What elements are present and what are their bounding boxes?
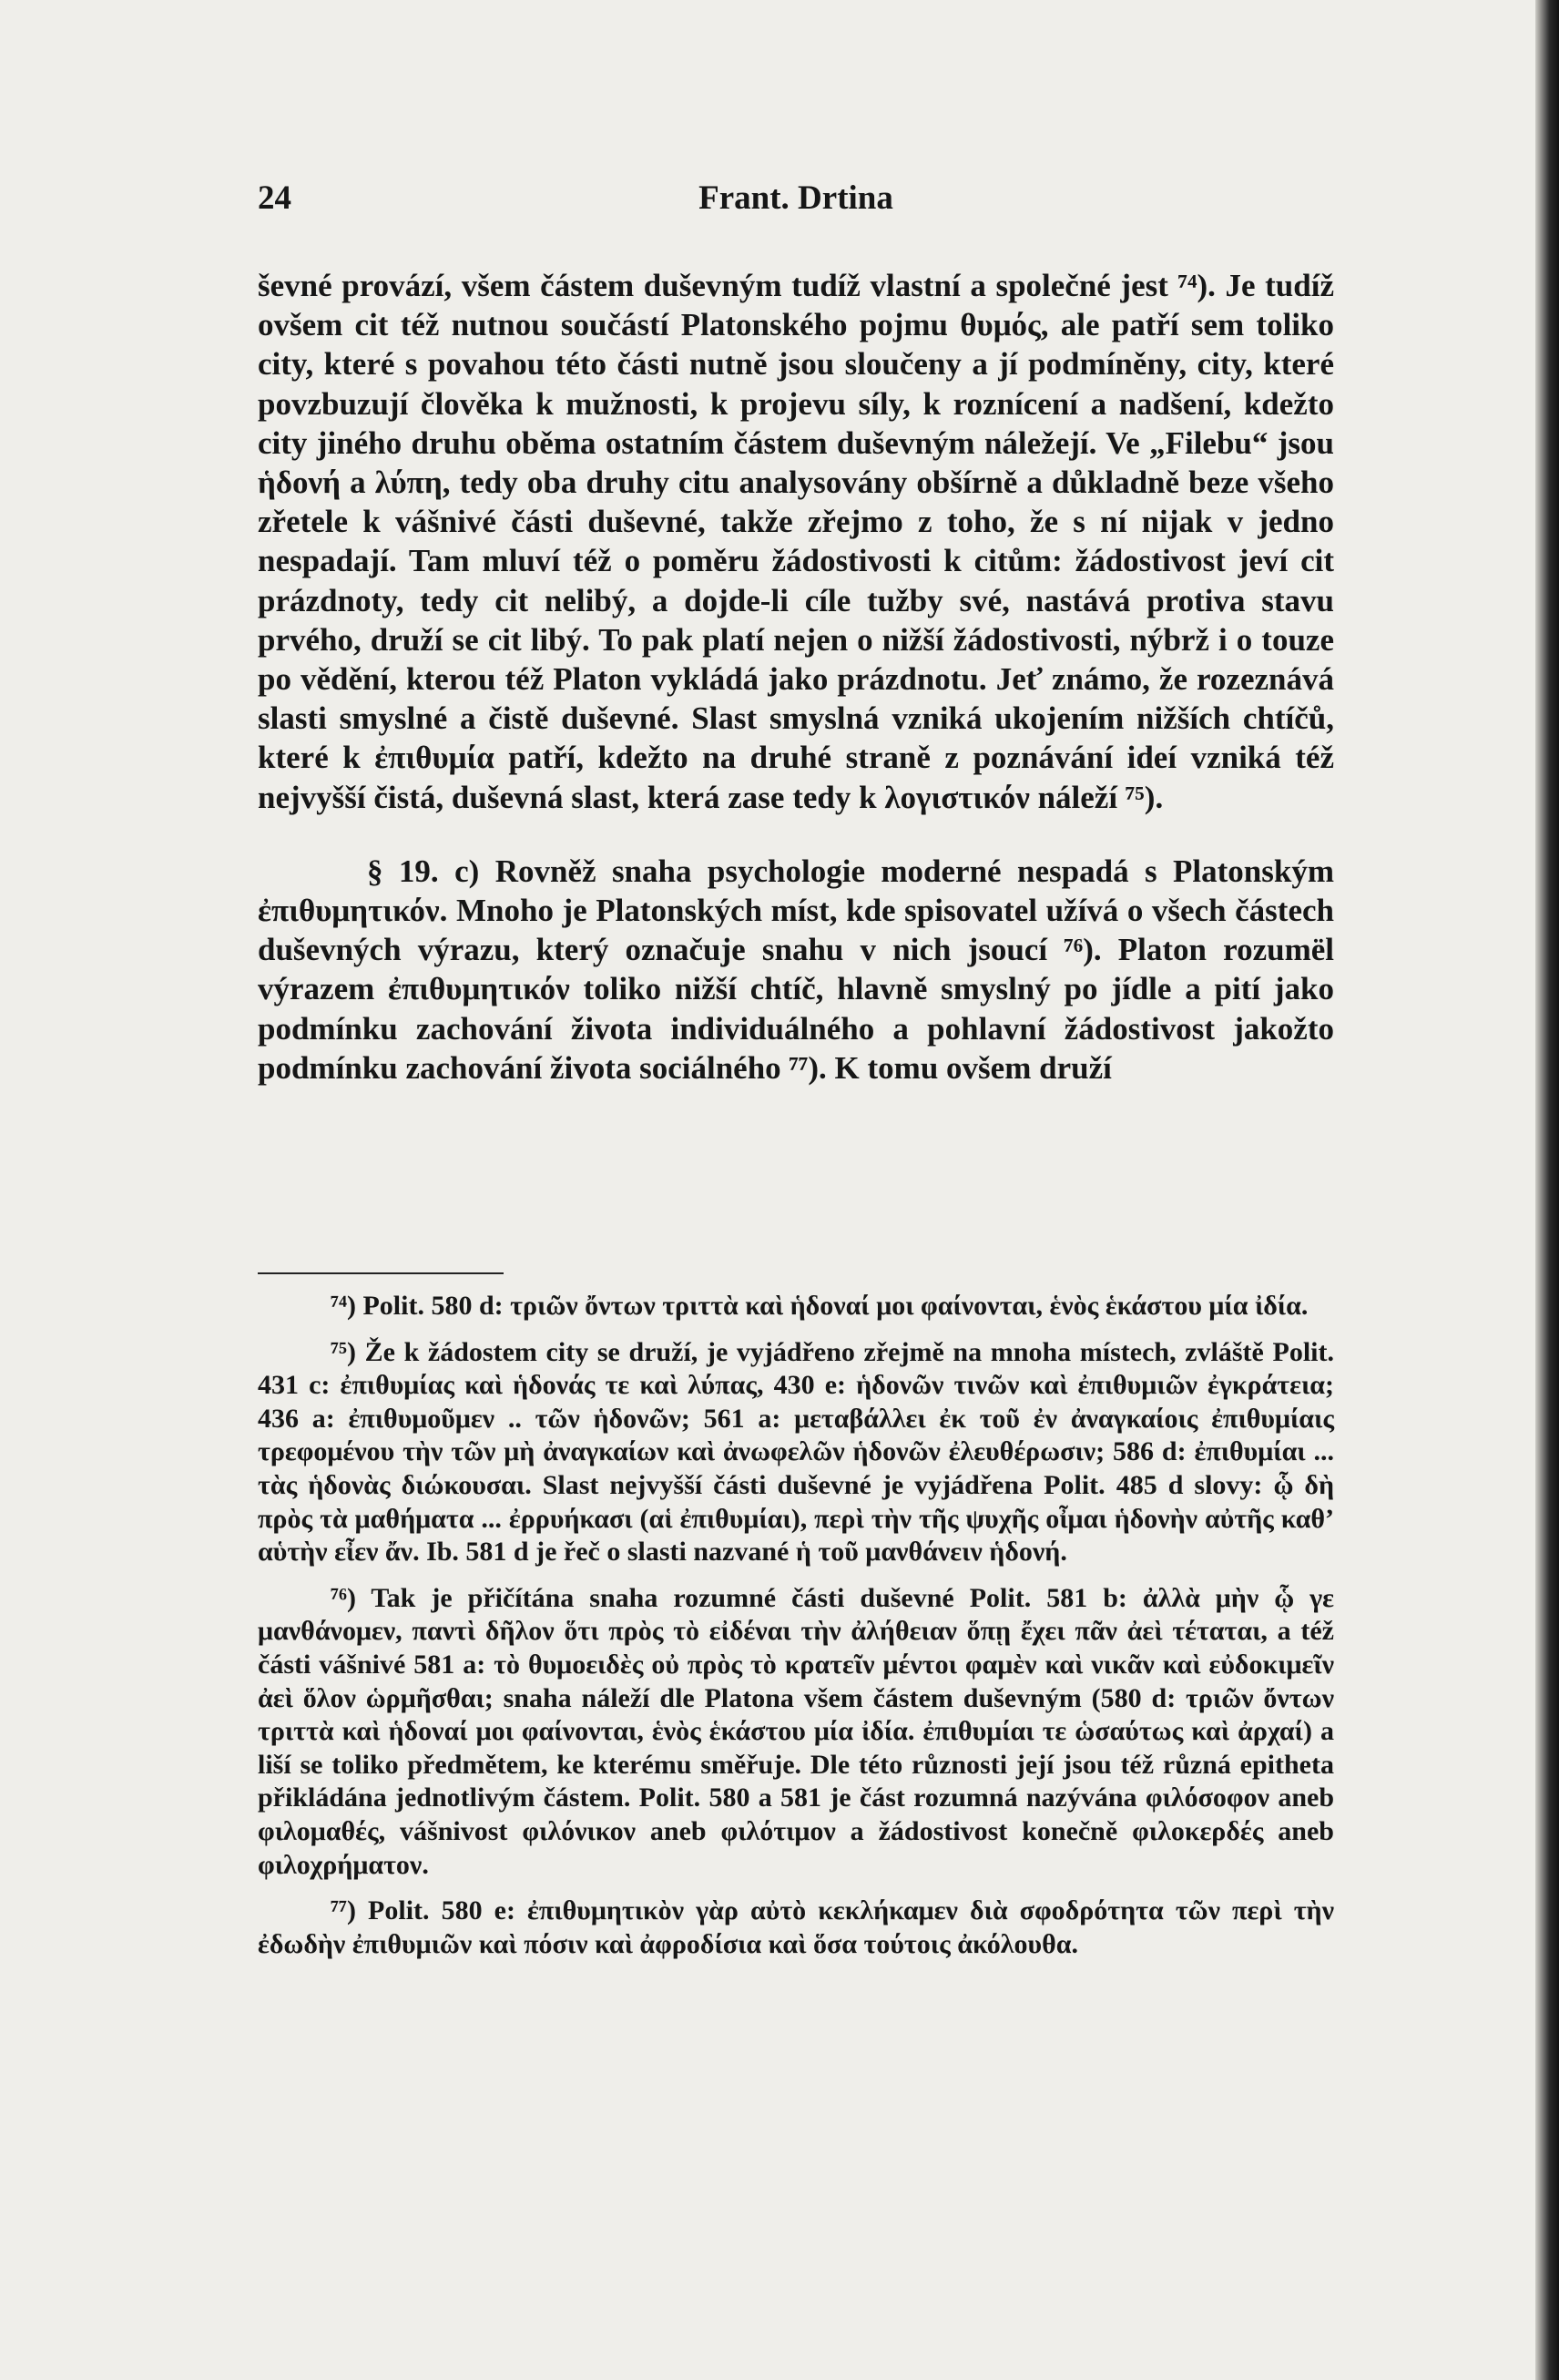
footnote-76: ⁷⁶) Tak je přičítána snaha rozumné části duševné Polit. 581 b: ἀλλὰ μὴν ᾧ γε μανθάνομεν, παντὶ δῆλον ὅτι πρὸς τὸ εἰδέναι τὴν ἀλήθειαν ὅπῃ ἔχει πᾶν ἀεὶ τέταται, a též části vášnivé 581 a: τὸ θυμοειδὲς οὐ πρὸς τὸ κρατεῖν μέντοι φαμὲν καὶ νικᾶν καὶ εὐδοκιμεῖν ἀεὶ ὅλον ὡρμῆσθαι; snaha náleží dle Platona všem částem duševným (580 d: τριῶν ὄντων τριττὰ καὶ ἡδοναί μοι φαίνονται, ἑνὸς ἑκάστου μία ἰδία. ἐπιθυμίαι τε ὡσαύτως καὶ ἀρχαί) a liší se toliko předmětem, ke kterému směřuje. Dle této různosti její jsou též různá epitheta přikládána jednotlivým částem. Polit. 580 a 581 je část rozumná nazývána φιλόσοφον aneb φιλομαθές, vášnivost φιλόνικον aneb φιλότιμον a žádostivost konečně φιλοκερδές aneb φιλοχρήματον. [258,1582,1334,1880]
footnote-75: ⁷⁵) Že k žádostem city se druží, je vyjádřeno zřejmě na mnoha místech, zvláště Polit. 431 c: ἐπιθυμίας καὶ ἡδονάς τε καὶ λύπας, 430 e: ἡδονῶν τινῶν καὶ ἐπιθυμιῶν ἐγκράτεια; 436 a: ἐπιθυμοῦμεν .. τῶν ἡδονῶν; 561 a: μεταβάλλει ἐκ τοῦ ἐν ἀναγκαίοις ἐπιθυμίαις τρεφομένου τὴν τῶν μὴ ἀναγκαίων καὶ ἀνωφελῶν ἡδονῶν ἐλευθέρωσιν; 586 d: ἐπιθυμίαι ... τὰς ἡδονὰς διώκουσαι. Slast nejvyšší části duševné je vyjádřena Polit. 485 d slovy: ᾧ δὴ πρὸς τὰ μαθήματα ... ἐρρυήκασι (αἱ ἐπιθυμίαι), περὶ τὴν τῆς ψυχῆς οἶμαι ἡδονὴν αὐτῆς καθ’ αὑτὴν εἶεν ἄν. Ib. 581 d je řeč o slasti nazvané ἡ τοῦ μανθάνειν ἡδονή. [258,1336,1334,1568]
paragraph-1: ševné provází, všem částem duševným tudíž vlastní a společné jest ⁷⁴). Je tudíž ovšem cit též nutnou součástí Platonského pojmu θυμός, ale patří sem toliko city, které s povahou této části nutně jsou sloučeny a jí podmíněny, city, které povzbuzují člověka k mužnosti, k projevu síly, k roznícení a nadšení, kdežto city jiného druhu oběma ostatním částem duševným náležejí. Ve „Filebu“ jsou ἡδονή a λύπη, tedy oba druhy citu analysovány obšírně a důkladně beze všeho zřetele k vášnivé části duševné, takže zřejmo z toho, že s ní nijak v jedno nespadají. Tam mluví též o poměru žádostivosti k citům: žádostivost jeví cit prázdnoty, tedy cit nelibý, a dojde-li cíle tužby své, nastává protiva stavu prvého, druží se cit libý. To pak platí nejen o nižší žádostivosti, nýbrž i o touze po vědění, kterou též Platon vykládá jako prázdnotu. Jeť známo, že rozeznává slasti smyslné a čistě duševné. Slast smyslná vzniká ukojením nižších chtíčů, které k ἐπιθυμία patří, kdežto na druhé straně z poznávání ideí vzniká též nejvyšší čistá, duševná slast, která zase tedy k λογιστικόν náleží ⁷⁵). [258,268,1334,815]
page-edge-shadow [1535,0,1559,2380]
section-19-paragraph: § 19. c) Rovněž snaha psychologie moderné nespadá s Platonským ἐπιθυμητικόν. Mnoho je Platonských míst, kde spisovatel užívá o všech částech duševných výrazu, který označuje snahu v nich jsoucí ⁷⁶). Platon rozumël výrazem ἐπιθυμητικόν toliko nižší chtíč, hlavně smyslný po jídle a pití jako podmínku zachování života individuálného a pohlavní žádostivost jakožto podmínku zachování života sociálného ⁷⁷). K tomu ovšem druží [258,853,1334,1086]
running-head: Frant. Drtina [698,179,893,217]
page-number: 24 [258,179,291,217]
footnotes [258,1290,1334,1974]
footnote-divider [258,1272,504,1274]
main-text [258,266,1334,1088]
page-header [258,179,1334,224]
footnote-77: ⁷⁷) Polit. 580 e: ἐπιθυμητικὸν γὰρ αὐτὸ κεκλήκαμεν διὰ σφοδρότητα τῶν περὶ τὴν ἐδωδὴν ἐπιθυμιῶν καὶ πόσιν καὶ ἀφροδίσια καὶ ὅσα τούτοις ἀκόλουθα. [258,1895,1334,1959]
footnote-74: ⁷⁴) Polit. 580 d: τριῶν ὄντων τριττὰ καὶ ἡδοναί μοι φαίνονται, ἑνὸς ἑκάστου μία ἰδία. [331,1291,1309,1321]
